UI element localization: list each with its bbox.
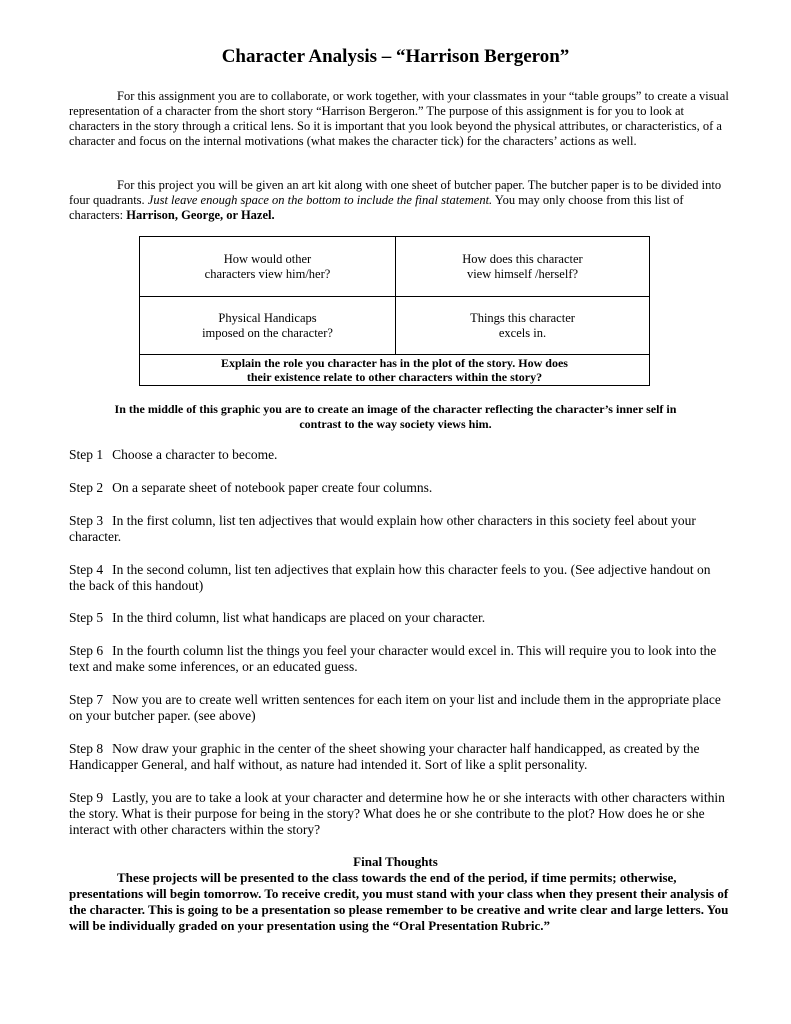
step-text: In the third column, list what handicaps are placed on your character. — [112, 610, 486, 625]
step-5 — [69, 610, 729, 626]
step-text: Now you are to create well written sentences for each item on your list and include them in the appropriate place on your butcher paper. (see above) — [69, 692, 721, 723]
step-text: Lastly, you are to take a look at your character and determine how he or she interacts with other characters within the story. What is their purpose for being in the story? What does he or she contribute to the plot? How does he or she interact with other characters within the story? — [69, 790, 725, 837]
final-statement-line-1: Explain the role you character has in the plot of the story. How does — [221, 356, 568, 370]
intro-paragraph-2-start: For this project you will be given an art kit along with one sheet of butcher paper. The butcher paper is to be divided into four quadrants. — [69, 178, 722, 207]
center-image-note-line-2: contrast to the way society views him. — [299, 417, 492, 431]
step-label: Step 3 — [69, 513, 104, 528]
step-3 — [69, 513, 729, 545]
step-label: Step 7 — [69, 692, 104, 707]
quadrant-top-right-line-2: view himself /herself? — [466, 266, 579, 281]
step-text: In the second column, list ten adjectives that explain how this character feels to you. (See adjective handout on the back of this handout) — [69, 562, 711, 593]
quadrant-top-left-line-1: How would other — [223, 251, 312, 266]
step-label: Step 5 — [69, 610, 104, 625]
quadrant-top-right-line-1: How does this character — [462, 251, 583, 266]
quadrant-bottom-left-line-1: Physical Handicaps — [218, 310, 317, 325]
quadrant-top-left-line-2: characters view him/her? — [204, 266, 331, 281]
step-4 — [69, 562, 729, 594]
step-label: Step 1 — [69, 447, 104, 462]
quadrant-bottom-right — [396, 297, 649, 355]
step-8 — [69, 741, 729, 773]
quadrant-bottom-right-line-2: excels in. — [498, 325, 547, 340]
final-thoughts-body: These projects will be presented to the class towards the end of the period, if time permits; otherwise, presentations will begin tomorrow. To receive credit, you must stand with your class when they present their analysis of the character. This is going to be a presentation so please remember to be creative and write clear and large letters. You will be individually graded on your presentation using the “Oral Presentation Rubric.” — [69, 870, 729, 933]
center-image-note-line-1: In the middle of this graphic you are to create an image of the character reflecting the character’s inner self in — [114, 402, 677, 416]
quadrant-bottom-left — [140, 297, 396, 355]
center-image-note — [50, 402, 741, 432]
character-list: Harrison, George, or Hazel. — [126, 208, 275, 222]
final-statement-row — [140, 355, 649, 385]
step-6 — [69, 643, 729, 675]
quadrant-bottom-right-line-1: Things this character — [470, 310, 575, 325]
quadrant-top-right — [396, 237, 649, 297]
intro-paragraph-2-mid: You may only choose from this list of characters: — [69, 193, 684, 222]
step-text: Now draw your graphic in the center of the sheet showing your character half handicapped, as created by the Handicapper General, and half without, as nature had intended it. Sort of like a split personality. — [69, 741, 700, 772]
quadrant-diagram — [139, 236, 650, 386]
step-text: Choose a character to become. — [112, 447, 278, 462]
step-text: On a separate sheet of notebook paper create four columns. — [112, 480, 433, 495]
step-9 — [69, 790, 729, 838]
step-7 — [69, 692, 729, 724]
step-2 — [69, 480, 729, 496]
final-thoughts-heading: Final Thoughts — [353, 854, 438, 869]
intro-paragraph-1: For this assignment you are to collaborate, or work together, with your classmates in your “table groups” to create a visual representation of a character from the short story “Harrison Bergeron.” The purpose of this assignment is for you to look at characters in the story through a critical lens. So it is important that you look beyond the physical attributes, or characteristics, of a character and focus on the internal motivations (what makes the character tick) for the characters’ actions as well. — [69, 89, 729, 148]
final-statement-line-2: their existence relate to other characters within the story? — [246, 370, 543, 384]
page-title: Character Analysis – “Harrison Bergeron” — [221, 46, 570, 67]
step-text: In the first column, list ten adjectives that would explain how other characters in this society feel about your character. — [69, 513, 696, 544]
step-label: Step 4 — [69, 562, 104, 577]
step-label: Step 9 — [69, 790, 104, 805]
quadrant-bottom-left-line-2: imposed on the character? — [202, 325, 333, 340]
quadrant-top-left — [140, 237, 396, 297]
step-label: Step 8 — [69, 741, 104, 756]
step-label: Step 2 — [69, 480, 104, 495]
intro-paragraph-2 — [69, 178, 729, 223]
step-1 — [69, 447, 729, 463]
step-label: Step 6 — [69, 643, 104, 658]
step-text: In the fourth column list the things you feel your character would excel in. This will require you to look into the text and make some inferences, or an educated guess. — [69, 643, 717, 674]
intro-paragraph-2-italic: Just leave enough space on the bottom to include the final statement. — [147, 193, 493, 207]
